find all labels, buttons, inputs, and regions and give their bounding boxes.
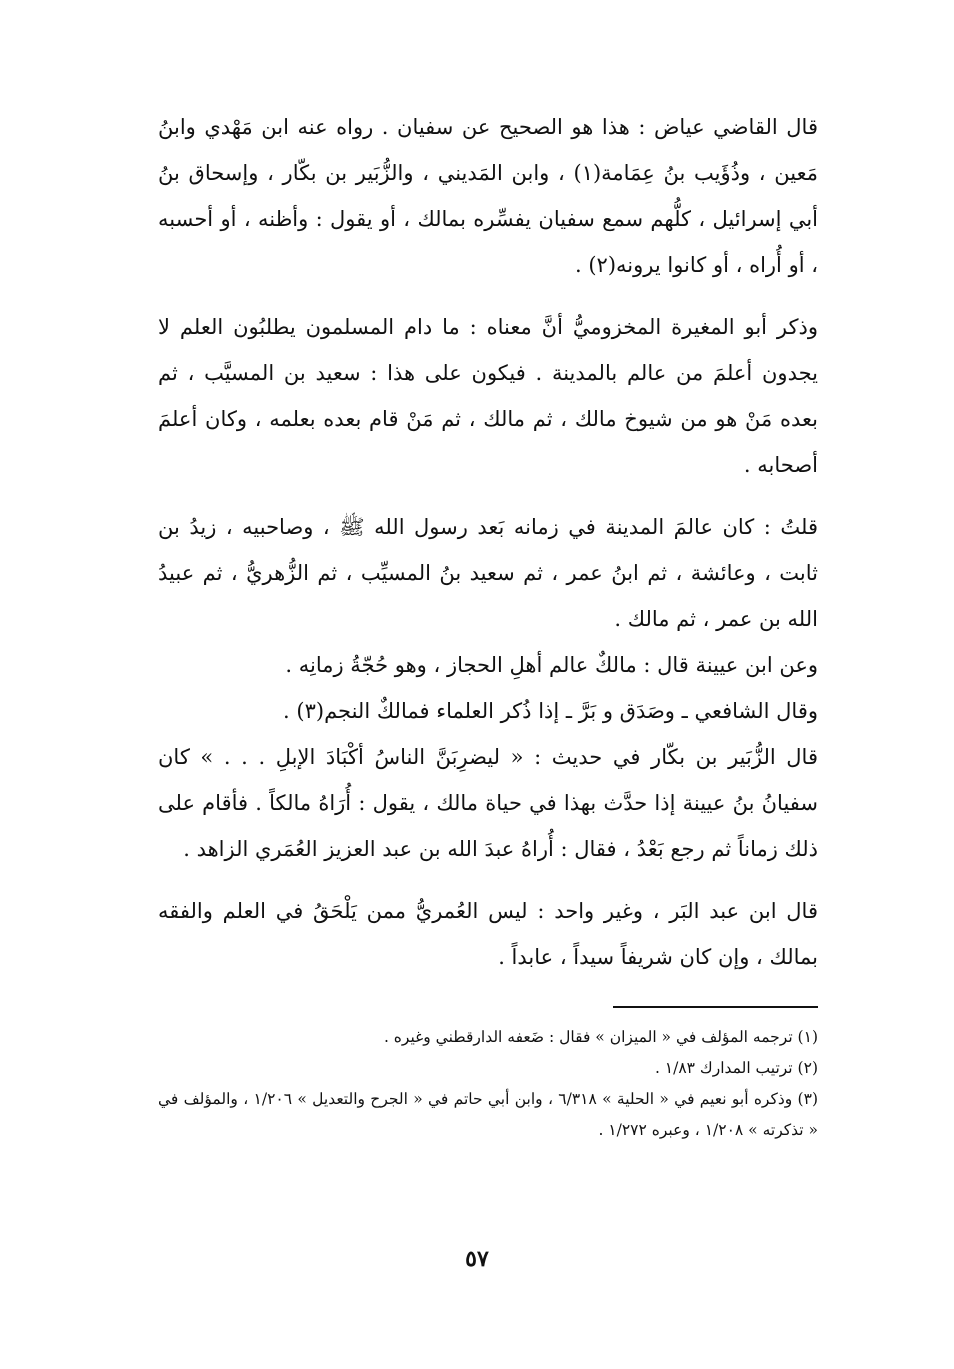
paragraph-ibn-abd-albarr: قال ابن عبد البَر ، وغير واحد : ليس العُمريُّ ممن يَلْحَقُ في العلم والفقه بمالك ، وإن كان شريفاً سيداً ، عابداً .: [158, 899, 818, 969]
page-content: [158, 100, 818, 1146]
paragraph-qadi-iyad: قال القاضي عياض : هذا هو الصحيح عن سفيان . رواه عنه ابن مَهْدي وابنُ مَعين ، وذُؤَيب بنُ عِمَامة(١) ، وابن المَديني ، والزُّبَير بن بكّار ، وإسحاق بنُ أبي إسرائيل ، كلُّهم سمع سفيان يفسِّره بمالك ، أو يقول : وأظنه ، أو أحسبه ، أو أُراه ، أو كانوا يرونه(٢) .: [158, 115, 818, 277]
paragraph-ibn-uyayna: وعن ابن عيينة قال : مالكٌ عالم أهلِ الحجاز ، وهو حُجّةُ زمانِه .: [285, 653, 818, 677]
footnotes: [158, 1022, 818, 1146]
paragraph-qultu: قلتُ : كان عالمَ المدينة في زمانه بَعد رسول الله ﷺ ، وصاحبيه ، زيدُ بن ثابت ، وعائشة ، ثم ابنُ عمر ، ثم سعيد بنُ المسيِّب ، ثم الزُّهريُّ ، ثم عبيدُ الله بن عمر ، ثم مالك .: [158, 515, 818, 631]
footnote-3: (٣) وذكره أبو نعيم في « الحلية » ٦/٣١٨ ، وابن أبي حاتم في « الجرح والتعديل » ١/٢٠٦ ، والمؤلف في « تذكرته » ١/٢٠٨ ، وعبره ١/٢٧٢ .: [158, 1090, 818, 1139]
paragraph-shafii: وقال الشافعي ـ وصَدَق و بَرَّ ـ إذا ذُكر العلماء فمالكٌ النجم(٣) .: [283, 699, 818, 723]
footnote-2: (٢) ترتيب المدارك ١/٨٣ .: [654, 1059, 818, 1077]
page-number: ٥٧: [465, 1246, 489, 1272]
footnote-divider: [613, 1006, 818, 1008]
paragraph-abu-mughira: وذكر أبو المغيرة المخزوميُّ أنَّ معناه : ما دام المسلمون يطلبُون العلم لا يجدون أعلمَ من عالم بالمدينة . فيكون على هذا : سعيد بن المسيَّب ، ثم بعده مَنْ هو من شيوخ مالك ، ثم مالك ، ثم مَنْ قام بعده بعلمه ، وكان أعلمَ أصحابه .: [158, 315, 818, 477]
footnote-1: (١) ترجمه المؤلف في « الميزان » فقال : ضَعفه الدارقطني وغيره .: [383, 1028, 818, 1046]
paragraph-zubayr: قال الزُّبَير بن بكّار في حديث : « ليضرِبَنَّ الناسُ أكْبَادَ الإبلِ . . . » كان سفيانُ بنُ عيينة إذا حدَّث بهذا في حياة مالك ، يقول : أُرَاهُ مالكاً . فأقام على ذلك زماناً ثم رجع بَعْدُ ، فقال : أُراهُ عبدَ الله بن عبد العزيز العُمَري الزاهد .: [158, 745, 818, 861]
